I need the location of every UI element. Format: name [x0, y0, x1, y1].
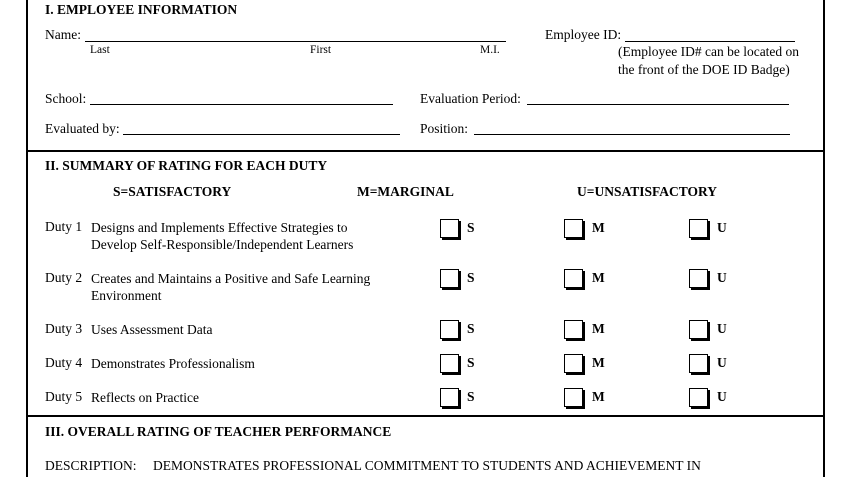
duty-5-u-letter: U [717, 389, 727, 404]
school-field[interactable] [90, 104, 393, 105]
duty-4-u-letter: U [717, 355, 727, 370]
name-label: Name: [45, 27, 81, 42]
duty-1-u-letter: U [717, 220, 727, 235]
duty-1-marginal-checkbox[interactable] [564, 219, 583, 238]
duty-3-marginal-checkbox[interactable] [564, 320, 583, 339]
duty-1-s-letter: S [467, 220, 475, 235]
duty-4-m-letter: M [592, 355, 605, 370]
legend-marginal: M=MARGINAL [357, 184, 454, 199]
evaluated-by-field[interactable] [123, 134, 400, 135]
employee-id-field[interactable] [625, 41, 795, 42]
duty-1-unsatisfactory-checkbox[interactable] [689, 219, 708, 238]
duty-3-unsatisfactory-checkbox[interactable] [689, 320, 708, 339]
school-label: School: [45, 91, 87, 106]
description-text: DEMONSTRATES PROFESSIONAL COMMITMENT TO STUDENTS AND ACHIEVEMENT IN [153, 458, 701, 473]
duty-3-u-letter: U [717, 321, 727, 336]
duty-4-text: Demonstrates Professionalism [91, 356, 255, 371]
duty-2-m-letter: M [592, 270, 605, 285]
legend-satisfactory: S=SATISFACTORY [113, 184, 232, 199]
duty-1-text [91, 219, 353, 253]
name-sub-mi: M.I. [480, 44, 500, 56]
duty-1-line-1: Designs and Implements Effective Strategies to [91, 220, 348, 235]
duty-4-s-letter: S [467, 355, 475, 370]
duty-1-line-2: Develop Self-Responsible/Independent Learners [91, 237, 354, 252]
duty-2-unsatisfactory-checkbox[interactable] [689, 269, 708, 288]
legend-unsatisfactory: U=UNSATISFACTORY [577, 184, 717, 199]
evaluation-period-field[interactable] [527, 104, 789, 105]
duty-5-m-letter: M [592, 389, 605, 404]
duty-4-marginal-checkbox[interactable] [564, 354, 583, 373]
name-field[interactable] [85, 41, 506, 42]
evaluated-by-label: Evaluated by: [45, 121, 120, 136]
evaluation-period-label: Evaluation Period: [420, 91, 521, 106]
position-field[interactable] [474, 134, 790, 135]
duty-2-text [91, 270, 370, 304]
position-label: Position: [420, 121, 469, 136]
duty-4-satisfactory-checkbox[interactable] [440, 354, 459, 373]
section-divider-2 [26, 415, 825, 417]
duty-3-text: Uses Assessment Data [91, 322, 213, 337]
duty-5-unsatisfactory-checkbox[interactable] [689, 388, 708, 407]
duty-1-m-letter: M [592, 220, 605, 235]
employee-id-label: Employee ID: [545, 27, 622, 42]
duty-2-line-2: Environment [91, 288, 162, 303]
duty-1-label: Duty 1 [45, 219, 83, 234]
duty-3-satisfactory-checkbox[interactable] [440, 320, 459, 339]
section-2-title: II. SUMMARY OF RATING FOR EACH DUTY [45, 158, 328, 173]
section-1-title: I. EMPLOYEE INFORMATION [45, 2, 238, 17]
duty-1-satisfactory-checkbox[interactable] [440, 219, 459, 238]
name-sub-first: First [310, 44, 332, 56]
duty-5-marginal-checkbox[interactable] [564, 388, 583, 407]
duty-5-label: Duty 5 [45, 389, 83, 404]
section-3-title: III. OVERALL RATING OF TEACHER PERFORMANCE [45, 424, 392, 439]
duty-5-satisfactory-checkbox[interactable] [440, 388, 459, 407]
section-divider-1 [26, 150, 825, 152]
description-label: DESCRIPTION: [45, 458, 137, 473]
duty-2-line-1: Creates and Maintains a Positive and Safe Learning [91, 271, 371, 286]
duty-3-label: Duty 3 [45, 321, 83, 336]
duty-5-s-letter: S [467, 389, 475, 404]
name-sub-last: Last [90, 44, 110, 56]
duty-3-s-letter: S [467, 321, 475, 336]
duty-2-s-letter: S [467, 270, 475, 285]
duty-2-satisfactory-checkbox[interactable] [440, 269, 459, 288]
duty-2-marginal-checkbox[interactable] [564, 269, 583, 288]
duty-2-label: Duty 2 [45, 270, 83, 285]
duty-2-u-letter: U [717, 270, 727, 285]
employee-id-note-2: the front of the DOE ID Badge) [618, 62, 790, 77]
duty-4-unsatisfactory-checkbox[interactable] [689, 354, 708, 373]
duty-3-m-letter: M [592, 321, 605, 336]
duty-4-label: Duty 4 [45, 355, 83, 370]
duty-5-text: Reflects on Practice [91, 390, 199, 405]
employee-id-note-1: (Employee ID# can be located on [618, 44, 800, 59]
